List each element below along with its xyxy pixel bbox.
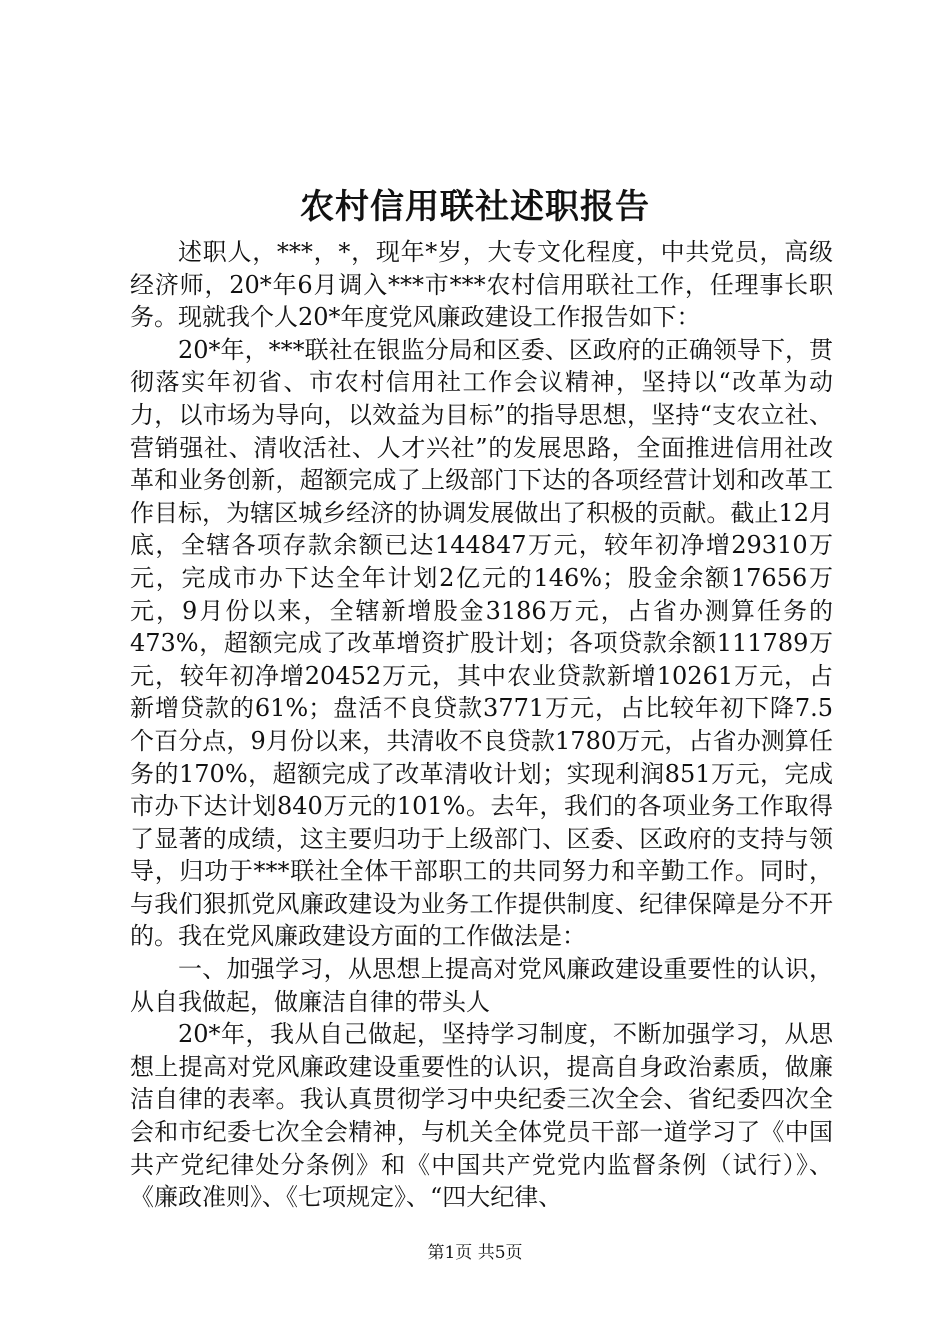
paragraph-performance: 20*年，***联社在银监分局和区委、区政府的正确领导下，贯彻落实年初省、市农村信用社工作会议精神，坚持以“改革为动力，以市场为导向，以效益为目标”的指导思想，坚持“支农立社、营销强社、清收活社、人才兴社”的发展思路，全面推进信用社改革和业务创新，超额完成了上级部门下达的各项经营计划和改革工作目标，为辖区城乡经济的协调发展做出了积极的贡献。截止12月底，全辖各项存款余额已达144847万元，较年初净增29310万元，完成市办下达全年计划2亿元的146%；股金余额17656万元，9月份以来，全辖新增股金3186万元，占省办测算任务的473%，超额完成了改革增资扩股计划；各项贷款余额111789万元，较年初净增20452万元，其中农业贷款新增10261万元，占新增贷款的61%；盘活不良贷款3771万元，占比较年初下降7.5个百分点，9月份以来，共清收不良贷款1780万元，占省办测算任务的170%，超额完成了改革清收计划；实现利润851万元，完成市办下达计划840万元的101%。去年，我们的各项业务工作取得了显著的成绩，这主要归功于上级部门、区委、区政府的支持与领导，归功于***联社全体干部职工的共同努力和辛勤工作。同时，与我们狠抓党风廉政建设为业务工作提供制度、纪律保障是分不开的。我在党风廉政建设方面的工作做法是： bbox=[130, 335, 833, 951]
paragraph-study: 20*年，我从自己做起，坚持学习制度，不断加强学习，从思想上提高对党风廉政建设重要性的认识，提高自身政治素质，做廉洁自律的表率。我认真贯彻学习中央纪委三次全会、省纪委四次全会和市纪委七次全会精神，与机关全体党员干部一道学习了《中国共产党纪律处分条例》和《中国共产党党内监督条例（试行）》、《廉政准则》、《七项规定》、“四大纪律、 bbox=[130, 1020, 833, 1212]
section-heading-1: 一、加强学习，从思想上提高对党风廉政建设重要性的认识，从自我做起，做廉洁自律的带头人 bbox=[130, 955, 833, 1016]
document-title: 农村信用联社述职报告 bbox=[300, 187, 650, 227]
document-body bbox=[130, 236, 833, 1214]
page-footer: 第1页 共5页 bbox=[427, 1243, 523, 1263]
paragraph-intro: 述职人，***，*，现年*岁，大专文化程度，中共党员，高级经济师，20*年6月调入***市***农村信用联社工作，任理事长职务。现就我个人20*年度党风廉政建设工作报告如下： bbox=[130, 238, 833, 332]
